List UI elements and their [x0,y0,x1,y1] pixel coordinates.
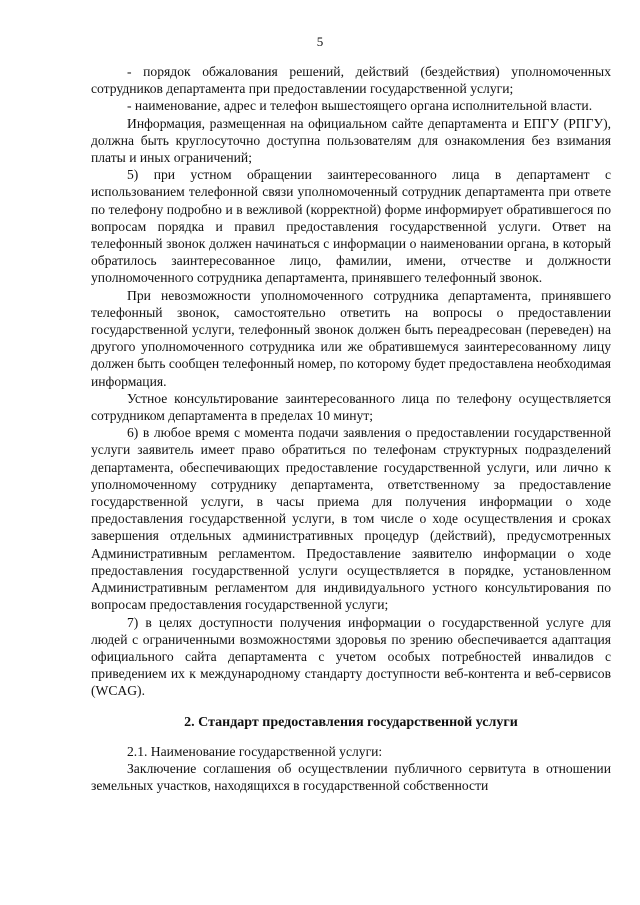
paragraph-phone-inquiry: 5) при устном обращении заинтересованного лица в департамент с использованием телефонной связи уполномоченный сотрудник департамента при ответе по телефону подробно и в вежливой (корректной) форме информирует обратившегося по вопросам порядка и правил предоставления государственной услуги. Ответ на телефонный звонок должен начинаться с информации о наименовании органа, в который обратилось заинтересованное лицо, фамилии, имени, отчестве и должности уполномоченного сотрудника департамента, принявшего телефонный звонок. [91,167,611,286]
paragraph-website-info: Информация, размещенная на официальном сайте департамента и ЕПГУ (РПГУ), должна быть круглосуточно доступна пользователям для ознакомления без взимания платы и иных ограничений; [91,115,611,166]
paragraph-call-redirect: При невозможности уполномоченного сотрудника департамента, принявшего телефонный звонок, самостоятельно ответить на вопросы о предоставлении государственной услуги, телефонный звонок должен быть переадресован (переведен) на другого уполномоченного сотрудника или же обратившемуся заинтересованному лицу должен быть сообщен телефонный номер, по которому будет предоставлена необходимая информация. [91,287,611,389]
section-heading: 2. Стандарт предоставления государственной услуги [184,714,518,730]
paragraph-higher-authority: - наименование, адрес и телефон вышестоящего органа исполнительной власти. [127,98,593,114]
document-body [91,63,611,794]
paragraph-status-inquiry: 6) в любое время с момента подачи заявления о предоставлении государственной услуги заявитель имеет право обратиться по телефонам структурных подразделений департамента, обеспечивающих предоставление государственной услуги, или лично к уполномоченному сотруднику департамента, ответственному за предоставление государственной услуги, в часы приема для получения информации о ходе предоставления государственной услуги, в том числе о ходе осуществления и сроках завершения отдельных административных процедур (действий), предусмотренных Административным регламентом. Предоставление заявителю информации о ходе предоставления государственной услуги осуществляется в порядке, установленном Административным регламентом для индивидуального устного консультирования по вопросам предоставления государственной услуги; [91,425,611,613]
page-number: 5 [316,34,324,49]
subsection-text: Заключение соглашения об осуществлении публичного сервитута в отношении земельных участков, находящихся в государственной собственности [91,760,611,794]
subsection-title: 2.1. Наименование государственной услуги: [127,743,383,759]
paragraph-appeal-procedure: - порядок обжалования решений, действий (бездействия) уполномоченных сотрудников департамента при предоставлении государственной услуги; [91,64,611,97]
paragraph-accessibility: 7) в целях доступности получения информации о государственной услуге для людей с ограниченными возможностями здоровья по зрению обеспечивается адаптация официального сайта департамента с учетом особых потребностей инвалидов с приведением их к международному стандарту доступности веб-контента и веб-сервисов (WCAG). [91,614,611,699]
paragraph-consultation-time: Устное консультирование заинтересованного лица по телефону осуществляется сотрудником департамента в пределах 10 минут; [91,390,611,424]
